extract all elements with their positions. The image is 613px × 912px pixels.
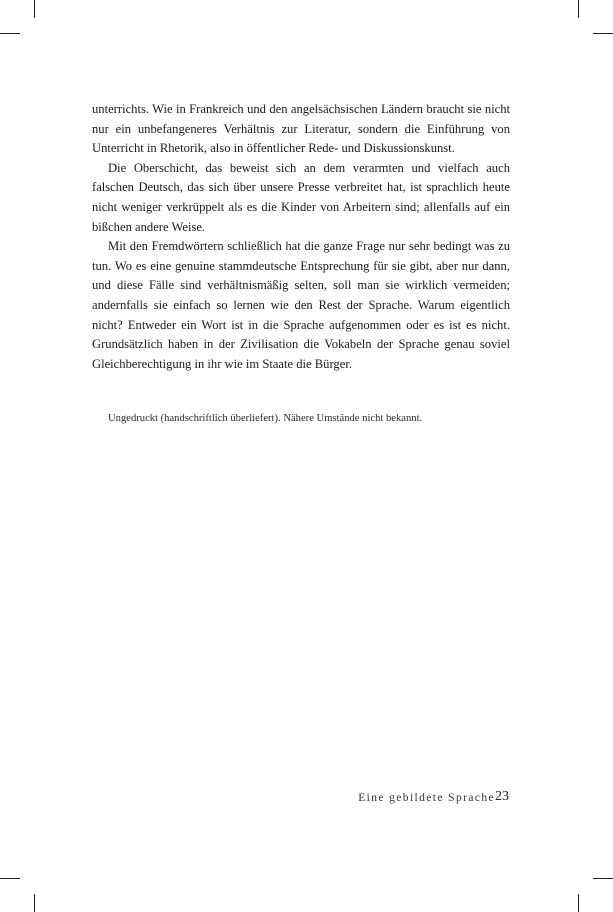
paragraph-2: Die Oberschicht, das beweist sich an dem verarmten und vielfach auch falschen Deutsch, das sich über unsere Presse verbreitet hat, ist sprachlich heute nicht weniger verkrüppelt als es die Kinder von Arbeitern sind; allenfalls auf ein bißchen andere Weise. bbox=[92, 160, 510, 234]
paragraph-3: Mit den Fremdwörtern schließlich hat die ganze Frage nur sehr bedingt was zu tun. Wo es eine genuine stammdeutsche Entsprechung für sie gibt, aber nur dann, und diese Fälle sind verhältnismäßig selten, soll man sie wirklich vermeiden; andernfalls sie einfach so lernen wie den Rest der Sprache. Warum eigentlich nicht? Entweder ein Wort ist in die Sprache aufgenommen oder es ist es nicht. Grundsätzlich haben in der Zivilisation die Vokabeln der Sprache genau soviel Gleichberechtigung in ihr wie im Staate die Bürger. bbox=[92, 239, 510, 371]
source-note: Ungedruckt (handschriftlich überliefert). Nähere Umstände nicht bekannt. bbox=[108, 413, 423, 424]
running-title: Eine gebildete Sprache bbox=[358, 792, 495, 804]
crop-mark-top-right-vertical bbox=[578, 0, 579, 18]
crop-mark-top-left-horizontal bbox=[0, 33, 20, 34]
crop-mark-bottom-right-horizontal bbox=[593, 878, 613, 879]
crop-mark-bottom-left-vertical bbox=[34, 894, 35, 912]
crop-mark-top-right-horizontal bbox=[593, 33, 613, 34]
crop-mark-bottom-left-horizontal bbox=[0, 878, 20, 879]
crop-mark-top-left-vertical bbox=[34, 0, 35, 18]
paragraph-1: unterrichts. Wie in Frankreich und den angelsächsischen Ländern braucht sie nicht nur ein unbefangeneres Verhältnis zur Literatur, sondern die Einführung von Unterricht in Rhetorik, also in öffentlicher Rede- und Diskussionskunst. bbox=[92, 102, 510, 156]
body-text bbox=[92, 100, 510, 374]
page-number: 23 bbox=[495, 789, 509, 804]
crop-mark-bottom-right-vertical bbox=[578, 894, 579, 912]
